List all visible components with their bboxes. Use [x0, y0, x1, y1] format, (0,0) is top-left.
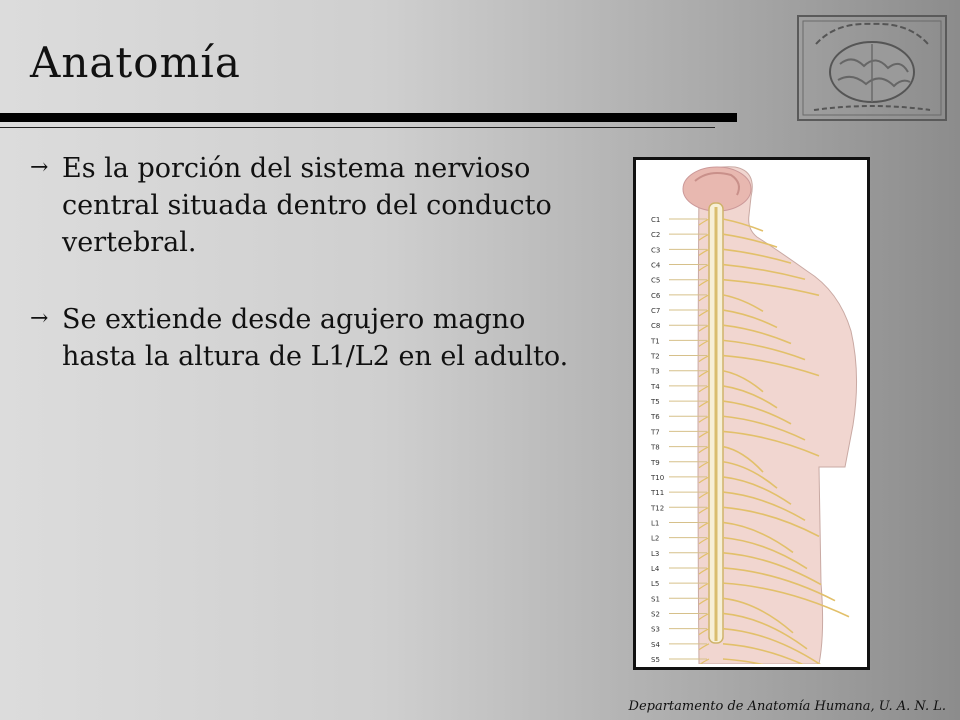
- vertebra-label: C6: [651, 291, 661, 300]
- spinal-cord-illustration: [639, 163, 864, 664]
- vertebra-label: S5: [651, 656, 660, 664]
- vertebra-label: C2: [651, 231, 661, 240]
- bullet-text: Se extiende desde agujero magno hasta la altura de L1/L2 en el adulto.: [62, 304, 569, 372]
- slide-footer: Departamento de Anatomía Humana, U. A. N. L.: [628, 699, 946, 714]
- vertebra-label: T10: [651, 473, 665, 482]
- bullet-text: Es la porción del sistema nervioso central situada dentro del conducto vertebral.: [62, 153, 552, 258]
- vertebra-label: T6: [651, 413, 660, 422]
- bullet-item: [30, 301, 590, 375]
- vertebra-label: C1: [651, 216, 661, 224]
- vertebra-label: L3: [651, 549, 660, 558]
- vertebra-label: S1: [651, 595, 660, 604]
- vertebra-label: T12: [651, 504, 665, 513]
- bullet-item: [30, 150, 590, 261]
- vertebra-label: S4: [651, 640, 660, 649]
- vertebra-label: L2: [651, 534, 660, 543]
- vertebra-label: C3: [651, 246, 661, 255]
- vertebra-label: L5: [651, 580, 660, 589]
- vertebra-label: T9: [651, 458, 660, 467]
- slide-title: Anatomía: [30, 38, 241, 87]
- vertebra-label: S2: [651, 610, 660, 619]
- vertebra-label: C5: [651, 276, 661, 285]
- arrow-bullet-icon: →: [30, 306, 49, 331]
- vertebra-label: T2: [651, 352, 660, 361]
- title-rule-thin: [0, 127, 715, 128]
- spinal-cord-figure: [633, 157, 870, 670]
- vertebra-label: T7: [651, 428, 660, 437]
- vertebra-label: T1: [651, 337, 660, 346]
- arrow-bullet-icon: →: [30, 155, 49, 180]
- vertebra-label: T11: [651, 489, 665, 498]
- vertebra-label: T8: [651, 443, 660, 452]
- vertebra-label: T5: [651, 398, 660, 407]
- vertebra-label: C8: [651, 322, 661, 331]
- vertebra-label: S3: [651, 625, 660, 634]
- brain-seal-logo-icon: [796, 14, 948, 122]
- vertebra-label: L1: [651, 519, 660, 528]
- vertebra-label: T4: [651, 382, 660, 391]
- vertebra-label: T3: [651, 367, 660, 376]
- vertebra-label: L4: [651, 564, 660, 573]
- title-rule-thick: [0, 113, 737, 122]
- bullet-list: [30, 150, 590, 415]
- vertebra-label: C7: [651, 307, 661, 316]
- vertebra-label: C4: [651, 261, 661, 270]
